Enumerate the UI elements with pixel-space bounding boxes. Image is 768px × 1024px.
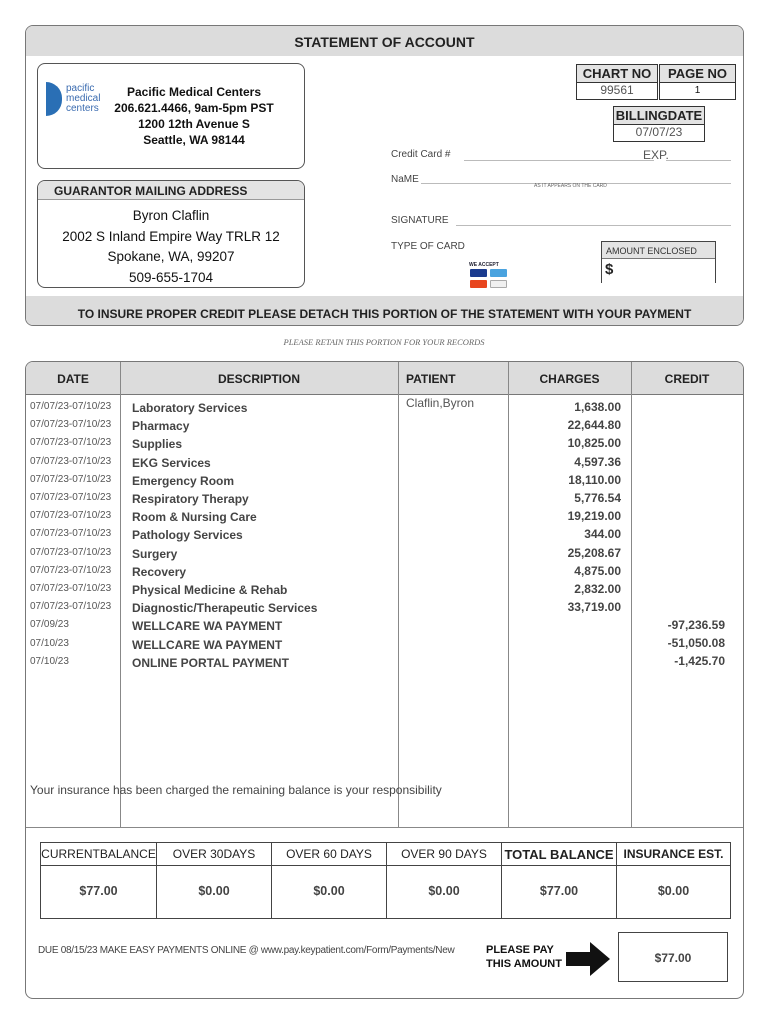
provider-address-line2: Seattle, WA 98144 <box>143 133 245 147</box>
detach-instruction: TO INSURE PROPER CREDIT PLEASE DETACH THIS PORTION OF THE STATEMENT WITH YOUR PAYMENT <box>26 296 743 325</box>
table-row-date: 07/10/23 <box>30 637 69 649</box>
name-note: AS IT APPEARS ON THE CARD <box>534 183 607 189</box>
table-row-description: Respiratory Therapy <box>132 492 249 507</box>
table-row-description: WELLCARE WA PAYMENT <box>132 619 283 634</box>
header-description: DESCRIPTION <box>217 372 300 386</box>
provider-address-line1: 1200 12th Avenue S <box>138 117 250 131</box>
table-row-description: Supplies <box>132 437 183 452</box>
over-30-days-label: OVER 30DAYS <box>157 843 271 866</box>
chart-number-value: 99561 <box>600 83 634 97</box>
table-row-description: ONLINE PORTAL PAYMENT <box>132 655 289 670</box>
card-type-label: TYPE OF CARD <box>391 241 465 252</box>
table-row-credit: -51,050.08 <box>667 636 725 651</box>
over-60-days-value: $0.00 <box>313 884 345 898</box>
total-balance-label: TOTAL BALANCE <box>502 843 616 866</box>
visa-card-icon[interactable] <box>470 269 487 277</box>
description-column <box>132 399 317 672</box>
guarantor-heading: GUARANTOR MAILING ADDRESS <box>38 181 304 200</box>
table-row-description: Pharmacy <box>132 419 190 434</box>
guarantor-phone: 509-655-1704 <box>128 269 214 285</box>
header-patient: PATIENT <box>406 372 456 386</box>
pacific-medical-logo-icon <box>46 82 62 116</box>
table-row-date: 07/07/23-07/10/23 <box>30 473 112 485</box>
provider-address-box <box>37 63 305 169</box>
over-90-days-value: $0.00 <box>428 884 460 898</box>
due-date-payment-link[interactable]: DUE 08/15/23 MAKE EASY PAYMENTS ONLINE @ www.pay.keypatient.com/Form/Payments/New <box>38 945 455 956</box>
guarantor-details <box>38 206 304 288</box>
column-divider <box>398 362 399 827</box>
chart-number-label: CHART NO <box>577 65 657 83</box>
credit-card-field[interactable] <box>464 160 654 161</box>
page-number-box <box>659 64 736 100</box>
retain-note: PLEASE RETAIN THIS PORTION FOR YOUR RECORDS <box>283 337 485 347</box>
table-row-description: Physical Medicine & Rehab <box>132 583 288 598</box>
table-row-date: 07/07/23-07/10/23 <box>30 528 112 540</box>
table-row-charge: 1,638.00 <box>574 400 621 414</box>
provider-details <box>94 84 294 148</box>
current-balance-value: $77.00 <box>79 884 118 898</box>
statement-title: STATEMENT OF ACCOUNT <box>26 26 743 56</box>
current-balance-label: CURRENTBALANCE <box>41 843 156 866</box>
header-credit: CREDIT <box>664 372 710 386</box>
header-date: DATE <box>57 372 89 386</box>
table-row-charge: 19,219.00 <box>567 509 621 524</box>
guarantor-address-line1: 2002 S Inland Empire Way TRLR 12 <box>62 228 280 244</box>
amount-enclosed-box <box>601 241 716 283</box>
credits-column <box>631 616 725 671</box>
amount-due-box: $77.00 <box>618 932 728 982</box>
column-divider <box>631 362 632 827</box>
exp-field[interactable] <box>666 160 731 161</box>
statement-body <box>25 361 744 999</box>
table-row-charge: 5,776.54 <box>574 491 621 506</box>
date-column <box>30 398 111 671</box>
table-row-credit: -97,236.59 <box>667 618 725 632</box>
signature-label: SIGNATURE <box>391 215 449 226</box>
table-row-charge: 344.00 <box>584 527 621 542</box>
page-number-label: PAGE NO <box>660 65 735 83</box>
table-row-date: 07/07/23-07/10/23 <box>30 492 112 504</box>
billing-date-value: 07/07/23 <box>635 125 683 139</box>
header-charges: CHARGES <box>539 372 600 386</box>
summary-divider <box>26 827 743 828</box>
table-row-date: 07/10/23 <box>30 655 69 667</box>
provider-phone: 206.621.4466, 9am-5pm PST <box>114 101 274 115</box>
table-row-description: Diagnostic/Therapeutic Services <box>132 601 318 616</box>
mastercard-card-icon[interactable] <box>470 280 487 288</box>
table-row-description: Emergency Room <box>132 473 235 488</box>
credit-card-label: Credit Card # <box>391 149 451 160</box>
table-header <box>26 362 743 395</box>
chart-number-box <box>576 64 658 100</box>
provider-name: Pacific Medical Centers <box>126 85 262 99</box>
table-row-credit: -1,425.70 <box>674 654 725 669</box>
amex-card-icon[interactable] <box>490 269 507 277</box>
guarantor-name: Byron Claflin <box>132 208 210 223</box>
charges-column <box>506 398 621 616</box>
table-row-description: WELLCARE WA PAYMENT <box>132 637 283 652</box>
billing-date-label: BILLINGDATE <box>615 108 703 123</box>
total-balance-value: $77.00 <box>539 884 579 898</box>
table-row-charge: 4,875.00 <box>574 563 621 578</box>
table-row-date: 07/09/23 <box>30 619 69 631</box>
dollar-sign: $ <box>605 261 614 278</box>
column-divider <box>120 362 121 827</box>
over-30-days-value: $0.00 <box>198 884 230 898</box>
table-row-date: 07/07/23-07/10/23 <box>30 510 112 522</box>
logo-wordmark: pacific medical centers <box>66 83 101 114</box>
exp-label: EXP. <box>643 148 669 162</box>
table-row-charge: 2,832.00 <box>574 582 621 597</box>
signature-field[interactable] <box>456 225 731 226</box>
over-60-days-label: OVER 60 DAYS <box>272 843 386 866</box>
table-row-charge: 25,208.67 <box>567 545 621 560</box>
insurance-estimate-value: $0.00 <box>657 884 690 898</box>
table-row-description: Surgery <box>132 546 178 561</box>
table-row-charge: 10,825.00 <box>567 436 621 451</box>
table-row-description: Room & Nursing Care <box>132 510 257 525</box>
we-accept-label: WE ACCEPT <box>469 262 499 268</box>
table-row-charge: 22,644.80 <box>567 418 621 433</box>
discover-card-icon[interactable] <box>490 280 507 288</box>
table-row-charge: 4,597.36 <box>574 454 621 469</box>
over-90-days-label: OVER 90 DAYS <box>387 843 501 866</box>
table-row-description: Pathology Services <box>132 528 243 543</box>
amount-enclosed-label: AMOUNT ENCLOSED <box>606 246 697 256</box>
table-row-date: 07/07/23-07/10/23 <box>30 601 112 613</box>
page-number-value: 1 <box>694 85 701 96</box>
table-row-date: 07/07/23-07/10/23 <box>30 583 112 595</box>
table-row-description: EKG Services <box>132 455 211 470</box>
please-pay-label: PLEASE PAY THIS AMOUNT <box>486 944 562 970</box>
insurance-estimate-label: INSURANCE EST. <box>617 843 730 866</box>
balance-summary <box>40 842 731 919</box>
patient-name: Claflin,Byron <box>406 396 475 410</box>
amount-enclosed-field[interactable] <box>602 258 715 283</box>
table-row-charge: 18,110.00 <box>568 472 621 487</box>
table-row-date: 07/07/23-07/10/23 <box>30 455 112 467</box>
guarantor-address-line2: Spokane, WA, 99207 <box>107 249 235 264</box>
insurance-note: Your insurance has been charged the remaining balance is your responsibility <box>30 783 442 797</box>
table-row-description: Laboratory Services <box>132 401 248 415</box>
table-row-charge: 33,719.00 <box>567 600 621 615</box>
cardholder-name-label: NaME <box>391 174 419 185</box>
arrow-right-icon <box>566 942 610 976</box>
remittance-stub <box>25 25 744 326</box>
billing-date-box <box>613 106 705 142</box>
table-row-description: Recovery <box>132 564 187 579</box>
table-row-date: 07/07/23-07/10/23 <box>30 437 112 449</box>
guarantor-address-box <box>37 180 305 288</box>
table-row-date: 07/07/23-07/10/23 <box>30 564 112 576</box>
table-row-date: 07/07/23-07/10/23 <box>30 401 112 412</box>
table-row-date: 07/07/23-07/10/23 <box>30 546 112 558</box>
table-row-date: 07/07/23-07/10/23 <box>30 419 112 431</box>
